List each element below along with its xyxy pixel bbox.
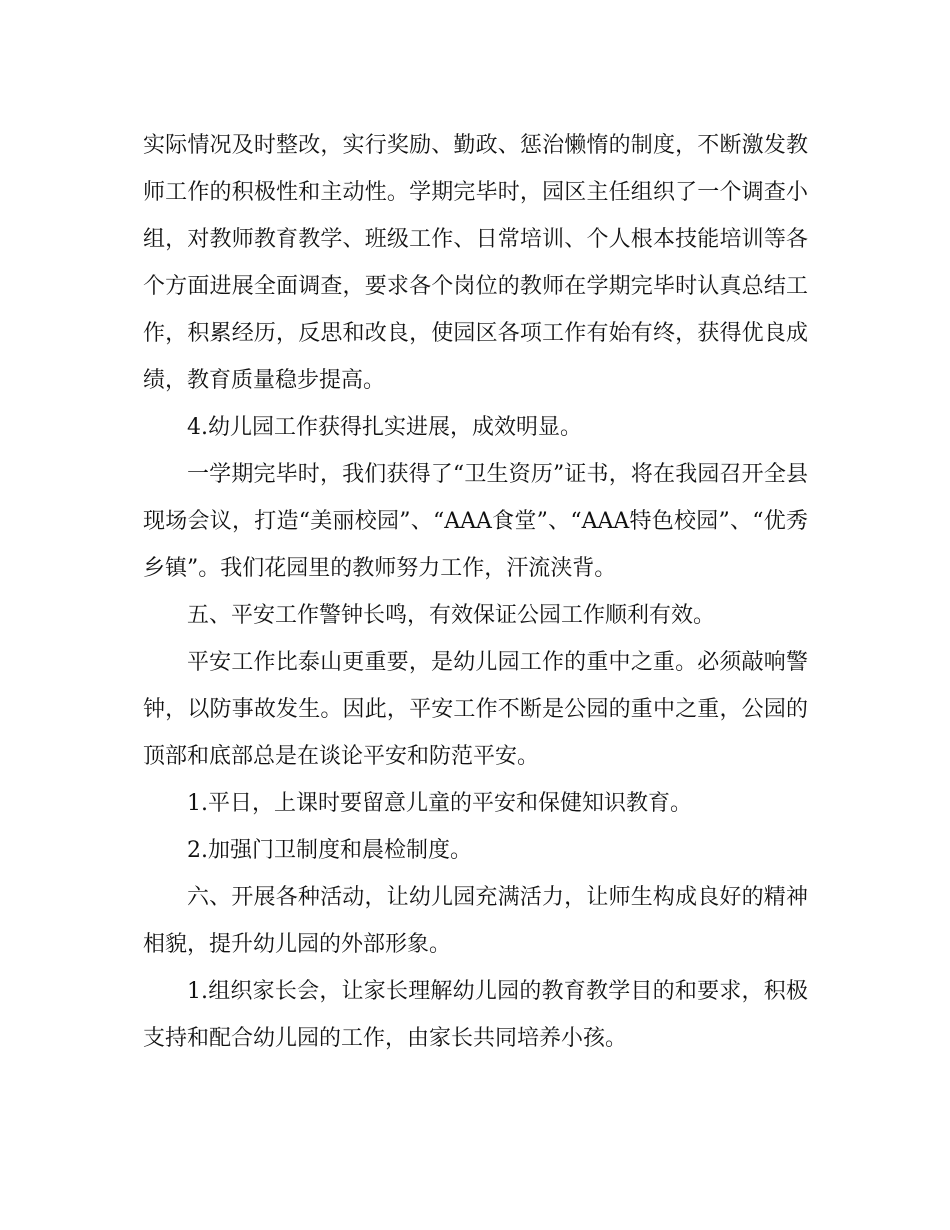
paragraph-certificate: 一学期完毕时，我们获得了“卫生资历”证书，将在我园召开全县现场会议，打造“美丽校园”、“AAA食堂”、“AAA特色校园”、“优秀乡镇”。我们花园里的教师努力工作，汗流浃背。 bbox=[143, 462, 808, 581]
document-body bbox=[143, 122, 808, 1062]
paragraph-continuation: 实际情况及时整改，实行奖励、勤政、惩治懒惰的制度，不断激发教师工作的积极性和主动性。学期完毕时，园区主任组织了一个调查小组，对教师教育教学、班级工作、日常培训、个人根本技能培训等各个方面进展全面调查，要求各个岗位的教师在学期完毕时认真总结工作，积累经历，反思和改良，使园区各项工作有始有终，获得优良成绩，教育质量稳步提高。 bbox=[143, 133, 808, 393]
list-item-safety-1: 1.平日，上课时要留意儿童的平安和保健知识教育。 bbox=[187, 791, 692, 816]
paragraph-item-4-heading: 4.幼儿园工作获得扎实进展，成效明显。 bbox=[187, 415, 582, 440]
section-heading-5: 五、平安工作警钟长鸣，有效保证公园工作顺利有效。 bbox=[187, 603, 716, 628]
list-item-safety-2: 2.加强门卫制度和晨检制度。 bbox=[187, 838, 472, 863]
paragraph-safety: 平安工作比泰山更重要，是幼儿园工作的重中之重。必须敲响警钟，以防事故发生。因此，平安工作不断是公园的重中之重，公园的顶部和底部总是在谈论平安和防范平安。 bbox=[143, 650, 808, 769]
list-item-activities-1: 1.组织家长会，让家长理解幼儿园的教育教学目的和要求，积极支持和配合幼儿园的工作，由家长共同培养小孩。 bbox=[143, 979, 808, 1051]
section-heading-6: 六、开展各种活动，让幼儿园充满活力，让师生构成良好的精神相貌，提升幼儿园的外部形象。 bbox=[143, 885, 808, 957]
